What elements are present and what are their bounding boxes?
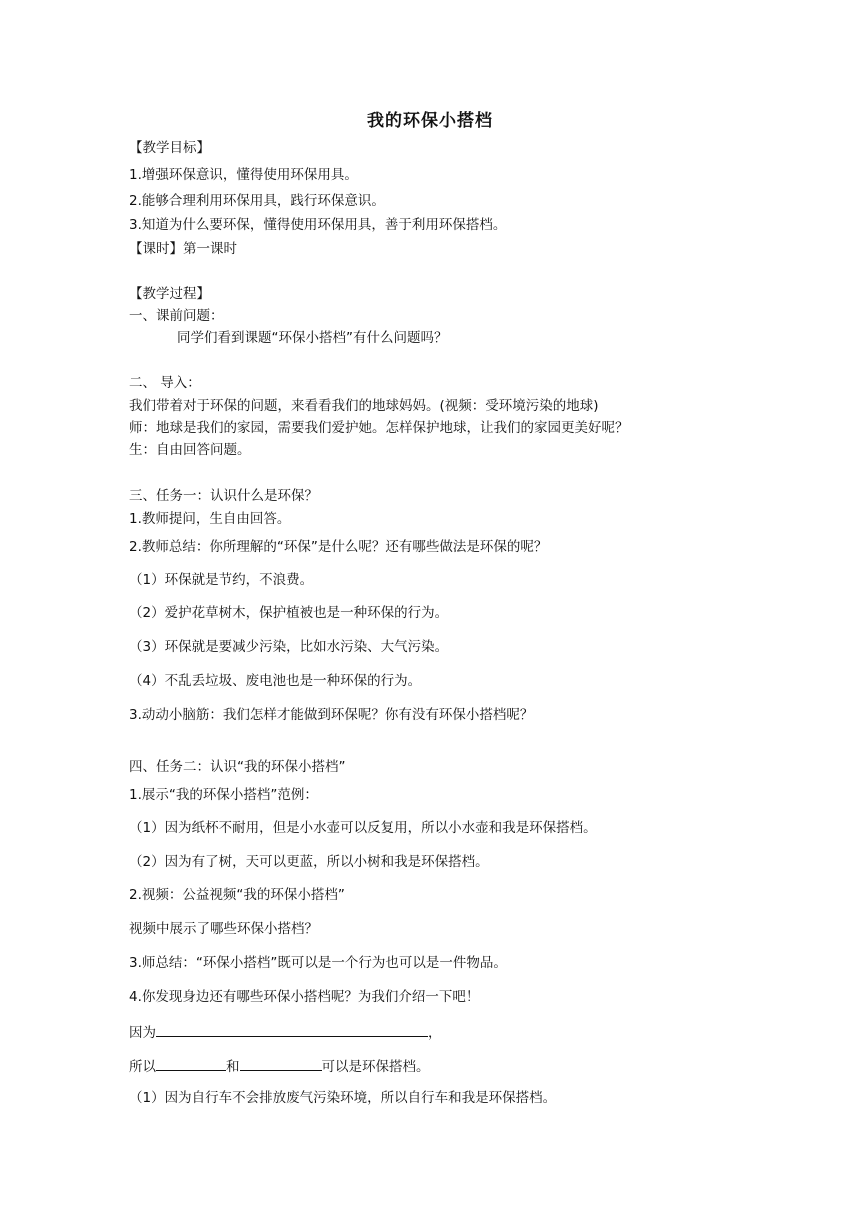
- section4-line: （1）因为纸杯不耐用，但是小水壶可以反复用，所以小水壶和我是环保搭档。: [129, 820, 597, 836]
- section3-line: （4）不乱丢垃圾、废电池也是一种环保的行为。: [129, 673, 422, 689]
- fill2-suffix: 可以是环保搭档。: [321, 1059, 430, 1075]
- section3-line: （1）环保就是节约，不浪费。: [129, 572, 314, 588]
- section4-line: 2.视频：公益视频“我的环保小搭档”: [129, 887, 345, 903]
- section1-heading: 一、课前问题：: [129, 308, 224, 324]
- fill-in-line-1: [129, 1022, 442, 1042]
- process-heading: 【教学过程】: [129, 286, 210, 302]
- goal-item: 3.知道为什么要环保，懂得使用环保用具，善于利用环保搭档。: [129, 217, 507, 233]
- section2-line: 生：自由回答问题。: [129, 442, 251, 458]
- section4-example: （1）因为自行车不会排放废气污染环境，所以自行车和我是环保搭档。: [129, 1090, 557, 1106]
- section2-line: 我们带着对于环保的问题，来看看我们的地球妈妈。(视频：受环境污染的地球): [129, 398, 599, 414]
- section3-line: 2.教师总结：你所理解的“环保”是什么呢？还有哪些做法是环保的呢？: [129, 539, 548, 555]
- section4-line: 1.展示“我的环保小搭档”范例：: [129, 787, 318, 803]
- section3-line: 1.教师提问，生自由回答。: [129, 511, 291, 527]
- fill-blank[interactable]: [240, 1056, 322, 1071]
- section4-line: 3.师总结：“环保小搭档”既可以是一个行为也可以是一件物品。: [129, 955, 507, 971]
- section4-line: （2）因为有了树，天可以更蓝，所以小树和我是环保搭档。: [129, 854, 489, 870]
- section3-line: （2）爱护花草树木，保护植被也是一种环保的行为。: [129, 605, 449, 621]
- section3-line: （3）环保就是要减少污染，比如水污染、大气污染。: [129, 639, 449, 655]
- fill-blank[interactable]: [156, 1056, 226, 1071]
- goals-heading: 【教学目标】: [129, 140, 210, 156]
- section2-heading: 二、 导入：: [129, 375, 201, 391]
- goal-item: 2.能够合理利用环保用具，践行环保意识。: [129, 193, 385, 209]
- lesson-time: 【课时】第一课时: [129, 241, 237, 257]
- fill2-prefix: 所以: [129, 1059, 156, 1075]
- section3-heading: 三、任务一：认识什么是环保？: [129, 488, 318, 504]
- section2-line: 师：地球是我们的家园，需要我们爱护她。怎样保护地球，让我们的家园更美好呢？: [129, 420, 629, 436]
- fill-in-line-2: [129, 1056, 430, 1076]
- document-title: 我的环保小搭档: [367, 111, 493, 131]
- goal-item: 1.增强环保意识，懂得使用环保用具。: [129, 167, 358, 183]
- section3-line: 3.动动小脑筋：我们怎样才能做到环保呢？你有没有环保小搭档呢？: [129, 707, 534, 723]
- fill1-prefix: 因为: [129, 1025, 156, 1041]
- section4-line: 4.你发现身边还有哪些环保小搭档呢？为我们介绍一下吧！: [129, 989, 480, 1005]
- section1-question: 同学们看到课题“环保小搭档”有什么问题吗？: [177, 330, 448, 346]
- fill2-middle: 和: [226, 1059, 240, 1075]
- section4-line: 视频中展示了哪些环保小搭档？: [129, 921, 318, 937]
- fill-blank[interactable]: [156, 1022, 428, 1037]
- section4-heading: 四、任务二：认识“我的环保小搭档”: [129, 759, 346, 775]
- fill1-suffix: ，: [428, 1025, 442, 1041]
